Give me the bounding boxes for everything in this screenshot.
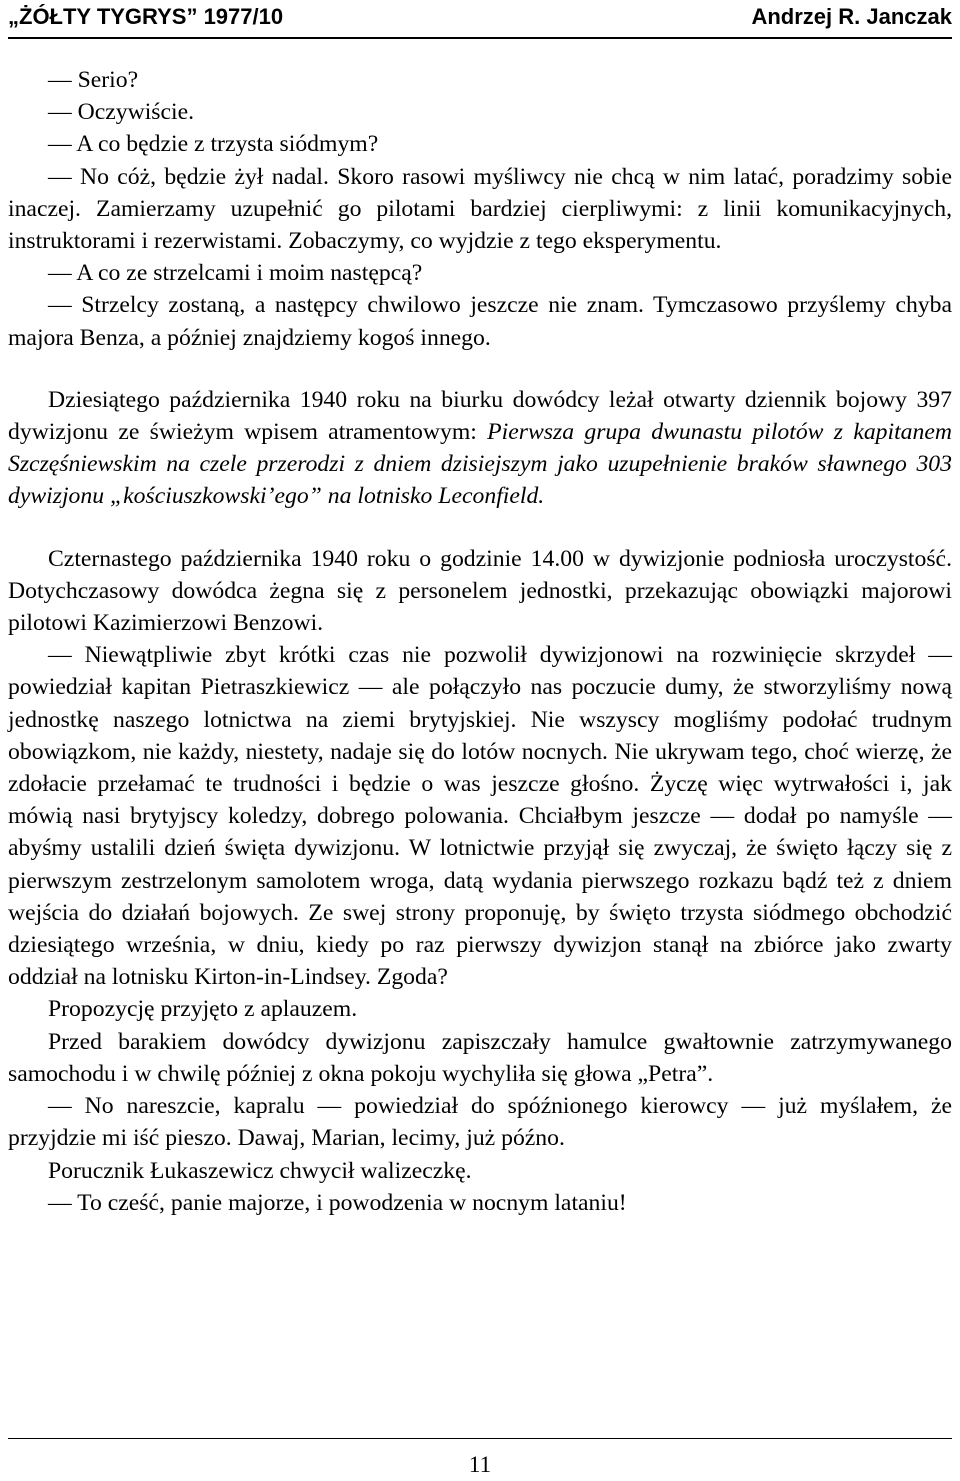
- header-rule: [8, 37, 952, 39]
- diary-entry: Pierwsza grupa dwunastu pilotów z kapitanem Szczęśniewskim na czele przerodzi z dniem dzisiejszym jako uzupełnienie braków sławnego 303 dywizjonu „kościuszkowski’ego” na lotnisko Leconfield.: [8, 419, 952, 510]
- header-title: „ŻÓŁTY TYGRYS” 1977/10: [8, 4, 284, 29]
- diary-paragraph: [8, 384, 952, 513]
- diary-intro: Dziesiątego października 1940 roku na biurku dowódcy leżał otwarty dziennik bojowy 397 dywizjonu ze świeżym wpisem atramentowym:: [8, 386, 952, 446]
- dialogue-line: — No nareszcie, kapralu — powiedział do spóźnionego kierowcy — już myślałem, że przyjdzie mi iść pieszo. Dawaj, Marian, lecimy, już późno.: [8, 1093, 952, 1152]
- dialogue-line: — Strzelcy zostaną, a następcy chwilowo jeszcze nie znam. Tymczasowo przyślemy chyba majora Benza, a później znajdziemy kogoś innego.: [8, 292, 952, 351]
- paragraph-gap: [8, 354, 952, 384]
- paragraph-gap: [8, 513, 952, 543]
- dialogue-line: — Niewątpliwie zbyt krótki czas nie pozwolił dywizjonowi na rozwinięcie skrzydeł — powiedział kapitan Pietraszkiewicz — ale połączyło nas poczucie dumy, że stworzyliśmy nową jednostkę naszego lotnictwa na ziemi brytyjskiej. Nie wszyscy mogliśmy podołać trudnym obowiązkom, nie każdy, niestety, nadaje się do lotów nocnych. Nie ukrywam tego, choć wierzę, że zdołacie przełamać te trudności i będzie o was jeszcze głośno. Życzę więc wytrwałości i, jak mówią nasi brytyjscy koledzy, dobrego polowania. Chciałbym jeszcze — dodał po namyśle — abyśmy ustalili dzień święta dywizjonu. W lotnictwie przyjął się zwyczaj, że święto łączy się z pierwszym zestrzelonym samolotem wroga, datą wydania pierwszego rozkazu bądź też z dniem wejścia do działań bojowych. Ze swej strony proponuję, by święto trzysta siódmego obchodzić dziesiątego września, w dniu, kiedy po raz pierwszy dywizjon stanął na zbiórce jako zwarty oddział na lotnisku Kirton-in-Lindsey. Zgoda?: [8, 642, 952, 991]
- text-paragraph: Przed barakiem dowódcy dywizjonu zapiszczały hamulce gwałtownie zatrzymywanego samochodu i w chwilę później z okna pokoju wychyliła się głowa „Petra”.: [8, 1028, 952, 1087]
- page-number: 11: [468, 1452, 492, 1477]
- dialogue-line: — A co ze strzelcami i moim następcą?: [48, 260, 423, 287]
- dialogue-line: — To cześć, panie majorze, i powodzenia w nocnym lataniu!: [48, 1189, 627, 1216]
- dialogue-line: — Serio?: [48, 67, 139, 93]
- text-paragraph: Propozycję przyjęto z aplauzem.: [48, 996, 358, 1023]
- dialogue-line: — A co będzie z trzysta siódmym?: [48, 131, 379, 158]
- page-header: [8, 4, 952, 34]
- dialogue-line: — Oczywiście.: [48, 99, 195, 126]
- text-paragraph: Porucznik Łukaszewicz chwycił walizeczkę.: [48, 1157, 472, 1184]
- dialogue-line: — No cóż, będzie żył nadal. Skoro rasowi myśliwcy nie chcą w nim latać, poradzimy sobie inaczej. Zamierzamy uzupełnić go pilotami bardziej cierpliwymi: z linii komunikacyjnych, instruktorami i rezerwistami. Zobaczymy, co wyjdzie z tego eksperymentu.: [8, 163, 952, 255]
- text-paragraph: Czternastego października 1940 roku o godzinie 14.00 w dywizjonie podniosła uroczystość. Dotychczasowy dowódca żegna się z personelem jednostki, przekazując obowiązki majorowi pilotowi Kazimierzowi Benzowi.: [8, 545, 952, 637]
- footer-rule: [8, 1438, 952, 1439]
- header-author: Andrzej R. Janczak: [751, 4, 952, 29]
- page-body: [8, 64, 952, 1219]
